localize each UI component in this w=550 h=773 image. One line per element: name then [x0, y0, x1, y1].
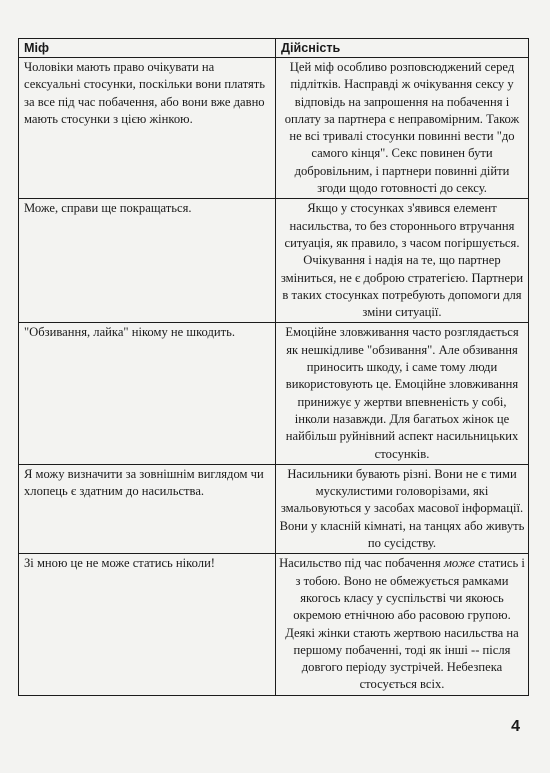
myth-cell: "Обзивання, лайка" нікому не шкодить.	[19, 323, 276, 464]
reality-text-end: статись і з тобою. Воно не обмежується рамками якогось класу у суспільстві чи якоюсь окремою етнічною або расовою групою. Деякі жінки стають жертвою насильства на першому побаченні, тоді як інші -- після довгого періоду зустрічей. Небезпека стосується всіх.	[285, 556, 525, 692]
table-row	[19, 58, 529, 199]
myth-cell: Зі мною це не може статись ніколи!	[19, 554, 276, 695]
myth-cell: Чоловіки мають право очікувати на сексуальні стосунки, поскільки вони платять за все під час побачення, або вони вже давно мають стосунки з цією жінкою.	[19, 58, 276, 199]
reality-cell: Емоційне зловживання часто розглядається як нешкідливе "обзивання". Але обзивання приносить шкоду, і саме тому люди використовують це. Емоційне зловживання принижує у жертви впевненість у собі, інколи назавжди. Для багатьох жінок це найбільш руйнівний аспект насильницьких стосунків.	[276, 323, 529, 464]
reality-cell: Цей міф особливо розповсюджений серед підлітків. Насправді ж очікування сексу у відповідь на запрошення на побачення і оплату за партнера є неправомірним. Також не всі тривалі стосунки повинні вести "до самого кінця". Секс повинен бути добровільним, і партнери повинні дійти згоди щодо готовності до сексу.	[276, 58, 529, 199]
table-header-row	[19, 39, 529, 58]
reality-cell	[276, 554, 529, 695]
myth-cell: Я можу визначити за зовнішнім виглядом чи хлопець є здатним до насильства.	[19, 464, 276, 553]
myth-reality-table	[18, 38, 529, 696]
reality-text-start: Насильство під час побачення	[279, 556, 444, 571]
page-number: 4	[511, 718, 520, 735]
table-row	[19, 464, 529, 553]
header-reality: Дійсність	[276, 39, 529, 58]
table-row	[19, 554, 529, 695]
reality-emphasis: може	[443, 556, 476, 571]
table-row	[19, 199, 529, 323]
table-row	[19, 323, 529, 464]
header-myth: Міф	[19, 39, 276, 58]
reality-cell: Насильники бувають різні. Вони не є тими мускулистими головорізами, які змальовуються у засобах масової інформації. Вони у класній кімнаті, на танцях або живуть по сусідству.	[276, 464, 529, 553]
reality-cell: Якщо у стосунках з'явився елемент насильства, то без стороннього втручання ситуація, як правило, з часом погіршується. Очікування і надія на те, що партнер зміниться, не є доброю стратегією. Партнери в таких стосунках потребують допомоги для зміни ситуації.	[276, 199, 529, 323]
myth-cell: Може, справи ще покращаться.	[19, 199, 276, 323]
